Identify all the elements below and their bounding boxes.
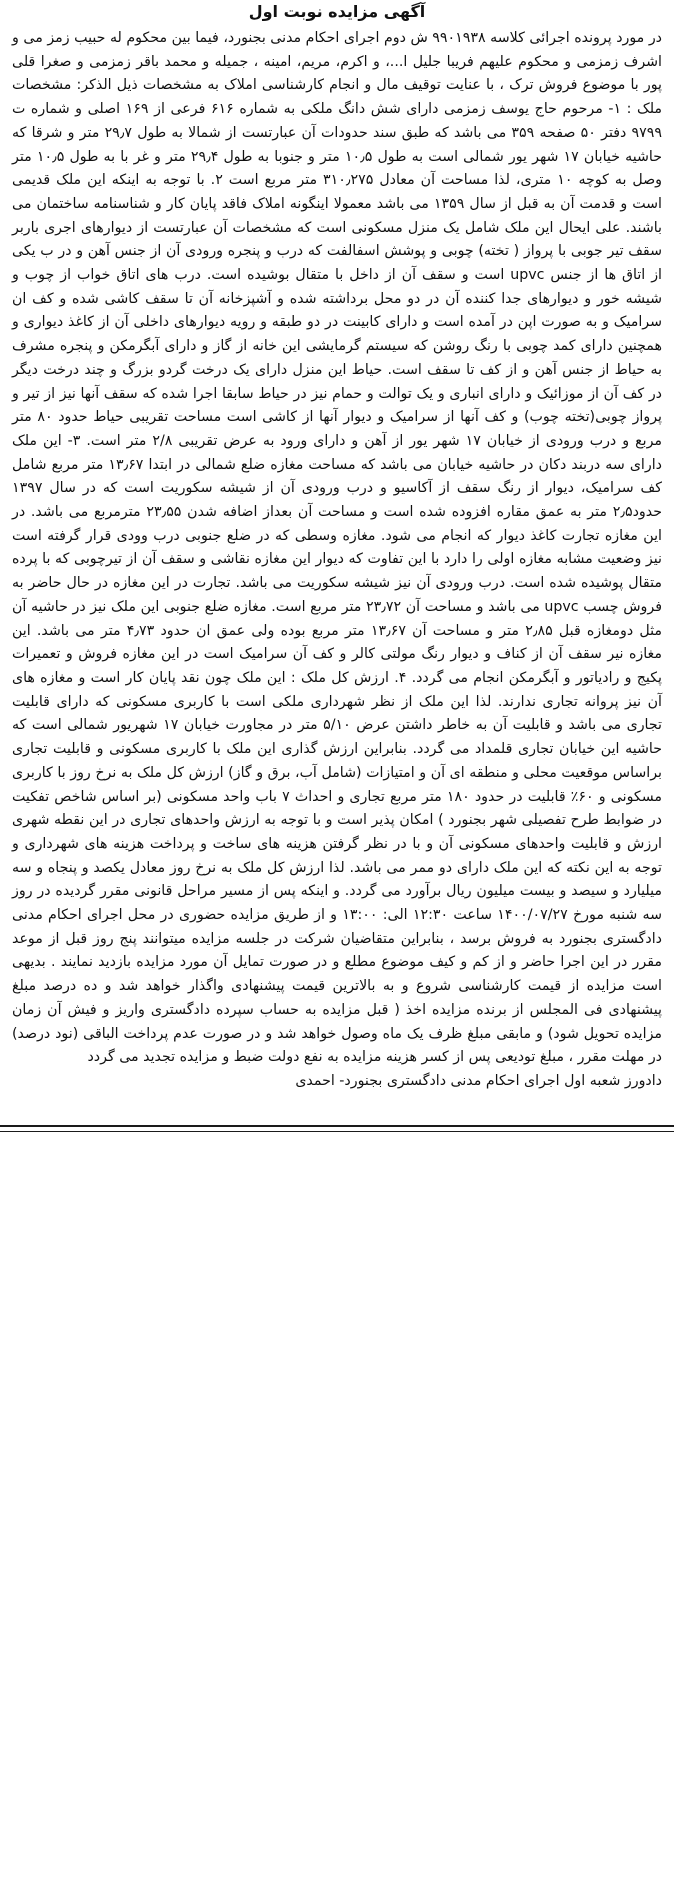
notice-signature: دادورز شعبه اول اجرای احکام مدنی دادگستری بجنورد- احمدی [295,1072,662,1089]
auction-notice [8,0,666,1094]
bottom-divider-thin [0,1131,674,1132]
bottom-divider-thick [0,1125,674,1127]
notice-body: در مورد پرونده اجرائی کلاسه ۹۹۰۱۹۳۸ ش دوم اجرای احکام مدنی بجنورد، فیما بین محکوم له حبیب زمز می و اشرف زمزمی و محکوم علیهم فریبا جلیل ا...، و اکرم، مریم، امینه ، جمیله و محمد باقر زمزمی و صغرا قلی پور با موضوع فروش ترک ، با عنایت توقیف مال و انجام کارشناسی املاک به مشخصات ذیل الذکر: مشخصات ملک : ۱- مرحوم حاج یوسف زمزمی دارای شش دانگ ملکی به شماره ۶۱۶ فرعی از ۱۶۹ اصلی و شماره ت ۹۷۹۹ دفتر ۵۰ صفحه ۳۵۹ می باشد که طبق سند حدودات آن عبارتست از شمالا به طول ۲۹٫۷ متر و شرقا که حاشیه خیابان ۱۷ شهر یور شمالی است به طول ۱۰٫۵ متر و جنوبا به طول ۲۹٫۴ متر و غر با به طول ۱۰٫۵ متر وصل به کوچه ۱۰ متری، لذا مساحت آن معادل ۳۱۰٫۲۷۵ متر مربع است ۲. با توجه به اینکه این ملک قدیمی است و قدمت آن به قبل از سال ۱۳۵۹ می باشد معمولا اینگونه املاک فاقد پایان کار و شناسنامه ساختمان می باشند. علی ایحال این ملک شامل یک منزل مسکونی است که مشخصات آن عبارتست از دیوارهای اجری باربر سقف تیر جوبی با پرواز ( تخته) چوبی و پوشش اسفالفت که درب و پنجره ورودی آن از جنس آهن و در ب یکی از اتاق ها از جنس upvc است و سقف آن از داخل با متقال بوشیده است. درب های اتاق خواب از چوب و شیشه خور و دیوارهای جدا کننده آن در دو محل برداشته شده و آشپزخانه آن تا سقف کاشی شده و کف ان سرامیک و به صورت اپن در آمده است و دارای کابینت در دو طبقه و رویه دیوارهای داخلی آن از کاغذ دیواری و همچنین دارای کمد چوبی با رنگ روشن که سیستم گرمایشی این خانه از گاز و دارای آبگرمکن و پنجره مشرف به حیاط از جنس آهن و از کف تا سقف است. حیاط این منزل دارای یک درخت گردو بزرگ و چند درخت دیگر در کف آن از موزائیک و دارای انباری و یک توالت و حمام نیز در حیاط سابقا اجرا شده که سقف آنها نیز از تیر و پرواز چوبی(تخته چوب) و کف آنها از سرامیک و دیوار آنها از کاشی است مساحت تقریبی حیاط حدود ۸۰ متر مربع و درب ورودی از خیابان ۱۷ شهر یور از آهن و دارای ورود به عرض تقریبی ۲/۸ متر است. ۳- این ملک دارای سه دربند دکان در حاشیه خیابان می باشد که مساحت مغازه ضلع شمالی در ابتدا ۱۳٫۶۷ متر مربع شامل کف سرامیک، دیوار از رنگ سقف از آکاسیو و درب ورودی آن از شیشه سکوریت است که در سال ۱۳۹۷ حدود۲٫۵ متر به عمق مقاره افزوده شده است و مساحت آن بعداز اضافه شدن ۲۳٫۵۵ مترمربع می باشد. در این مغازه تجارت کاغذ دیوار که انجام می شود. مغازه وسطی که در ضلع جنوبی درب وودی قرار گرفته است نیز وضعیت مشابه مغازه اولی را دارد با این تفاوت که دیوار این مغازه نقاشی و سقف آن از تیرچوبی که با پرده متقال پوشیده شده است. درب ورودی آن نیز شیشه سکوریت می باشد. تجارت در این مغازه در حال حاضر به فروش چسب upvc می باشد و مساحت آن ۲۳٫۷۲ متر مربع است. مغازه ضلع جنوبی این ملک نیز در حاشیه آن مثل دومغازه قبل ۲٫۸۵ متر و مساحت آن ۱۳٫۶۷ متر مربع بوده ولی عمق ان حدود ۴٫۷۳ متر می باشد. این مغازه نیر سقف آن از کناف و دیوار رنگ مولتی کالر و کف آن سرامیک است در این مغازه فروش و تعمیرات پکیج و رادیاتور و آبگرمکن انجام می گردد. ۴. ارزش کل ملک : این ملک چون نقد پایان کار است و مغازه های آن نیز پروانه تجاری ندارند. لذا این ملک از نظر شهرداری ملکی است با کاربری مسکونی که دارای قابلیت تجاری می باشد و قابلیت آن به خاطر داشتن عرض ۵/۱۰ متر در مجاورت خیابان ۱۷ شهریور شمالی است که حاشیه این خیابان تجاری قلمداد می گردد. بنابراین ارزش گذاری این ملک با کاربری مسکونی و قابلیت تجاری براساس موقعیت محلی و منطقه ای آن و امتیازات (شامل آب، برق و گاز) ارزش کل ملک به نرخ روز با کاربری مسکونی و ۶۰٪ قابلیت در حدود ۱۸۰ متر مربع تجاری و احداث ۷ باب واحد مسکونی (بر اساس شاخص تفکیت در ضوابط طرح تفصیلی شهر بجنورد ) امکان پذیر است و با توجه به ارزش واحدهای تجاری در این نقطه شهری ارزش و قابلیت واحدهای مسکونی آن و با در نظر گرفتن هزینه های ساخت و پرداخت هزینه های شهرداری و توجه به این نکته که این ملک دارای دو ممر می باشد. لذا ارزش کل ملک به نرخ روز معادل یکصد و پنجاه و سه میلیارد و سیصد و بیست میلیون ریال برآورد می گردد. و اینکه پس از مسیر مراحل قانونی مقرر گردیده در روز سه شنبه مورخ ۱۴۰۰/۰۷/۲۷ ساعت ۱۲:۳۰ الی: ۱۳:۰۰ و از طریق مزایده حضوری در محل اجرای احکام مدنی دادگستری بجنورد به فروش برسد ، بنابراین متقاضیان شرکت در جلسه مزایده میتوانند پنج روز قبل از موعد مقرر در این اجرا حاضر و از کم و کیف موضوع مطلع و در صورت تمایل آن مورد مزایده بازدید نمایند . بدیهی است مزایده از قیمت کارشناسی شروع و به بالاترین قیمت پیشنهادی واگذار خواهد شد و ده درصد مبلغ پیشنهادی فی المجلس از برنده مزایده اخذ ( قبل مزایده به حساب سپرده دادگستری واریز و فیش آن زمان مزایده تحویل شود) و مابقی مبلغ ظرف یک ماه وصول خواهد شد و در صورت عدم پرداخت الباقی (نود درصد) در مهلت مقرر ، مبلغ تودیعی پس از کسر هزینه مزایده به نفع دولت ضبط و مزایده تجدید می گردد [12,30,663,1066]
notice-title: آگهی مزایده نوبت اول [248,2,426,21]
